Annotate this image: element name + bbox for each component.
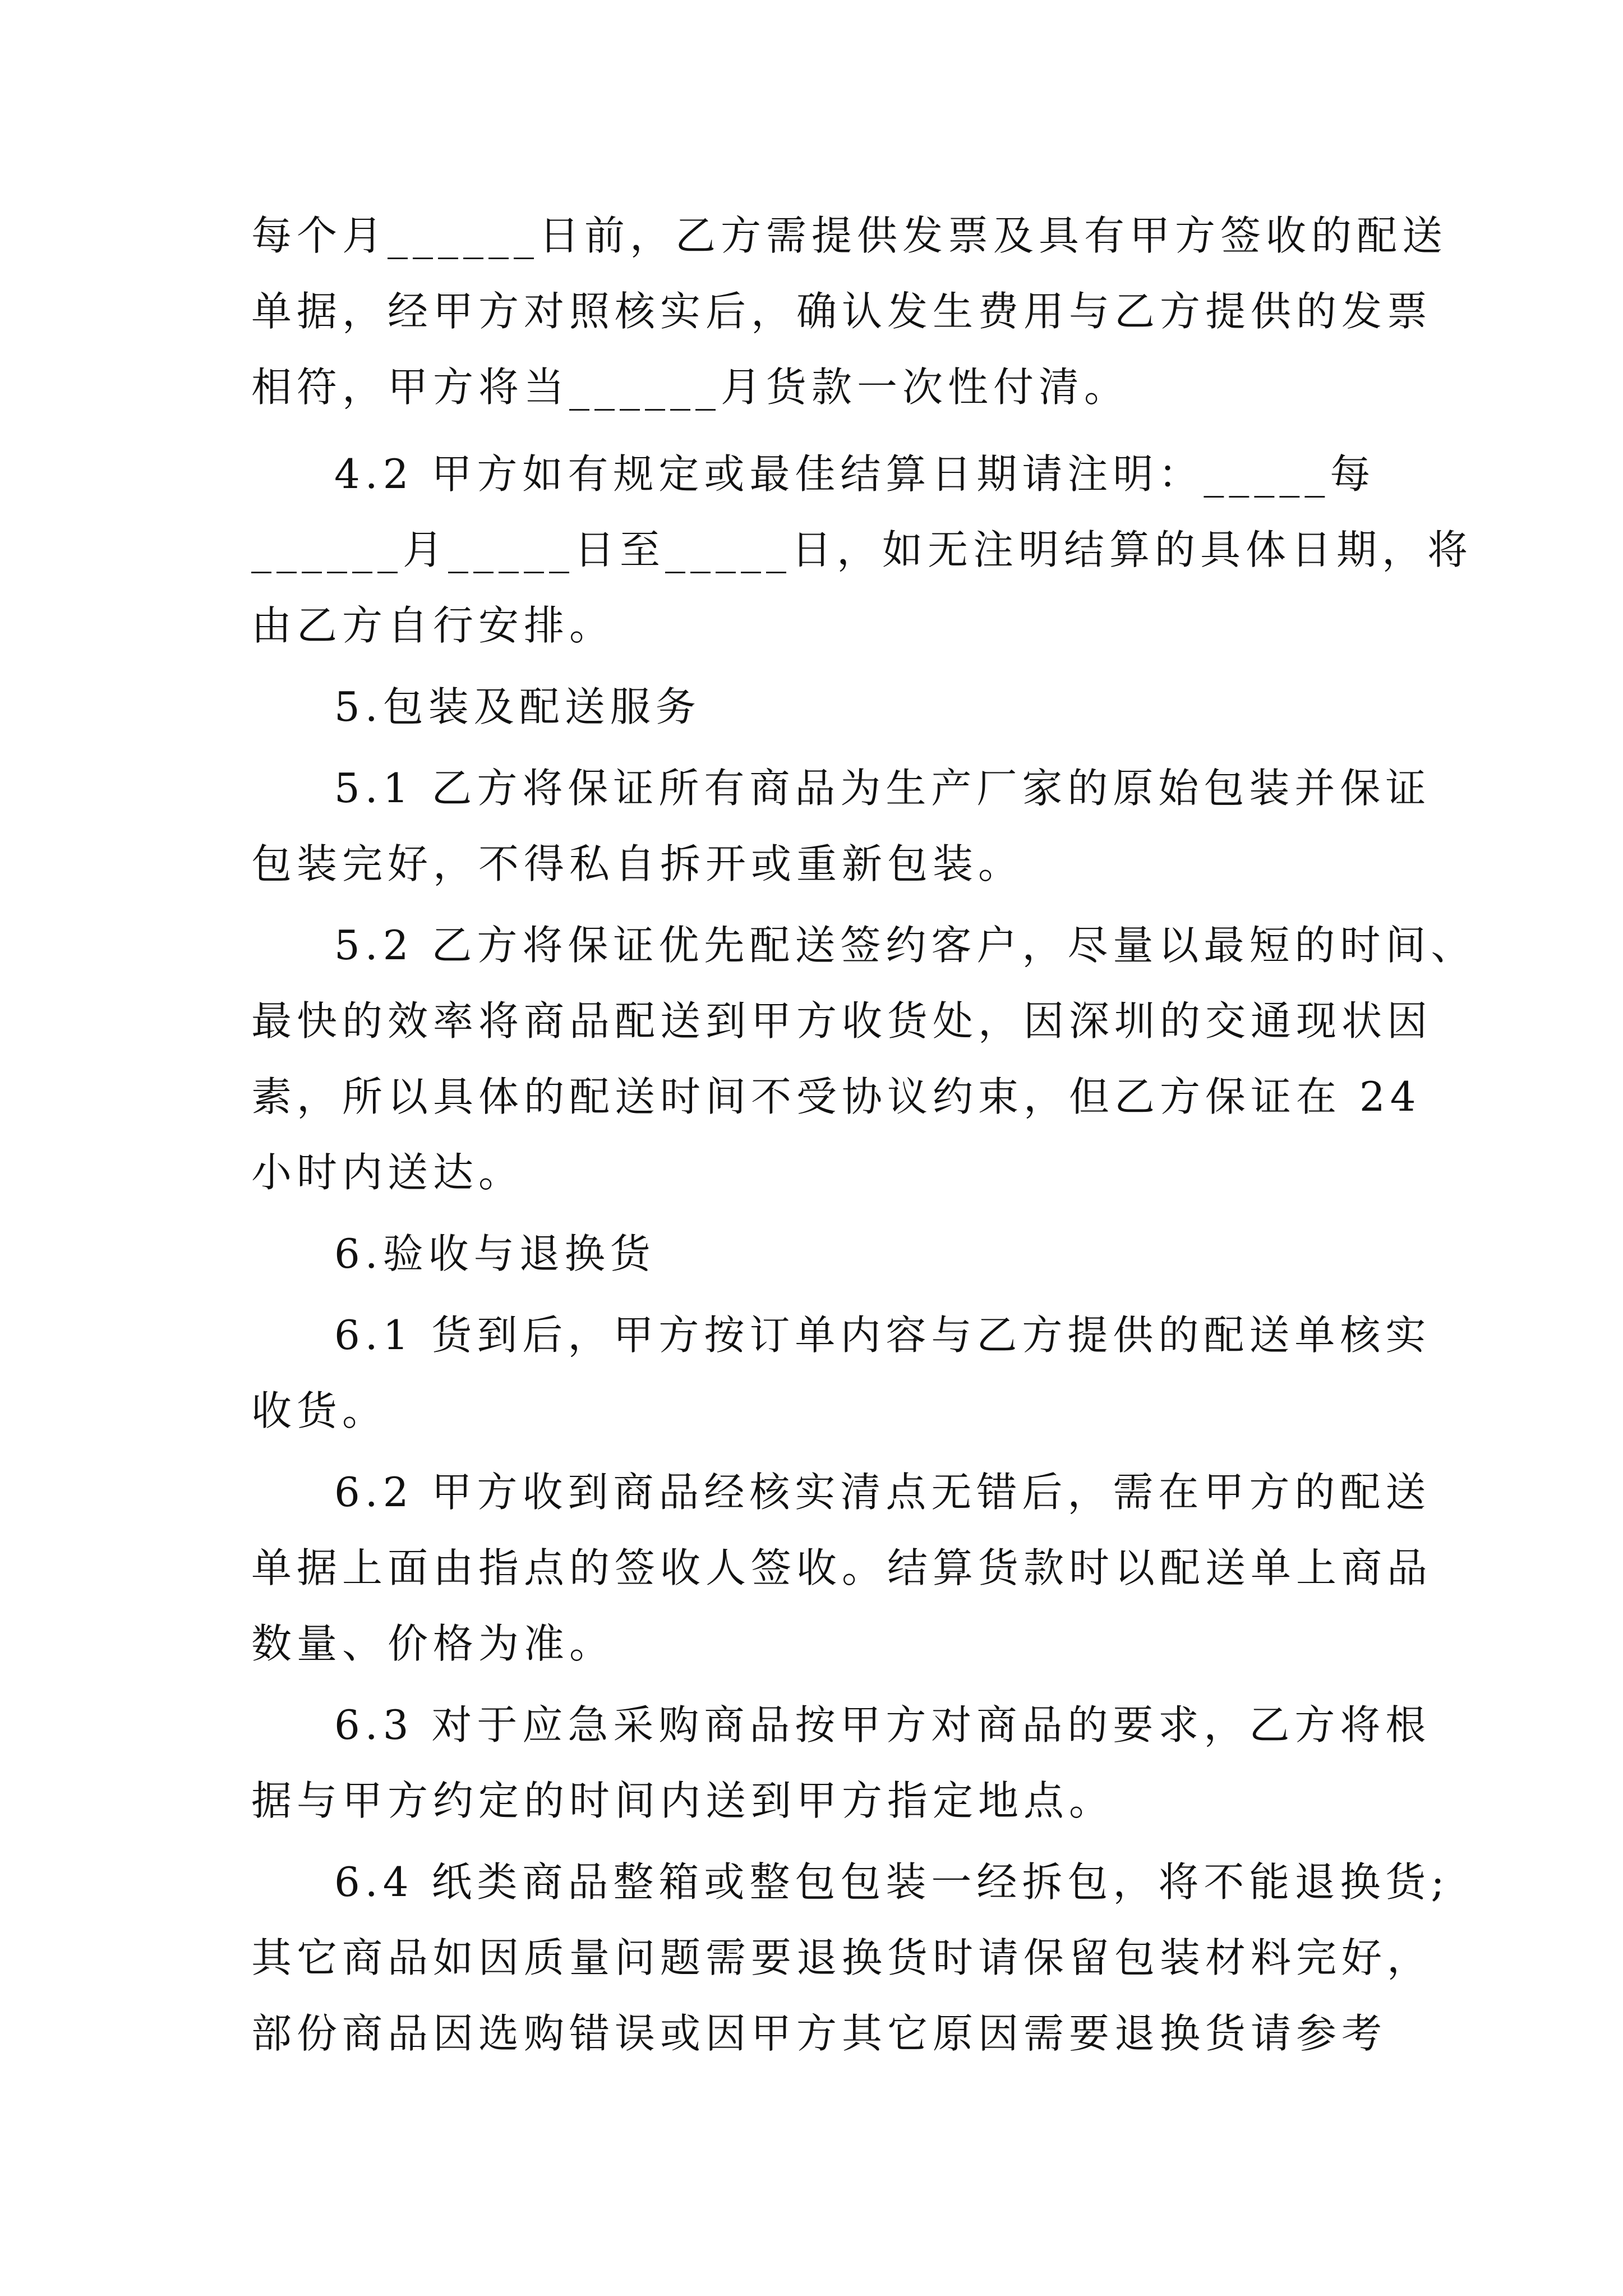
text-line: 由乙方自行安排。 xyxy=(251,602,615,649)
text-line: 其它商品如因质量问题需要退换货时请保留包装材料完好， xyxy=(251,1934,1433,1981)
text-line: ______月_____日至_____日，如无注明结算的具体日期，将 xyxy=(251,526,1473,573)
text-line: 收货。 xyxy=(251,1387,388,1434)
text-line: 据与甲方约定的时间内送到甲方指定地点。 xyxy=(251,1777,1115,1824)
text-line: 相符，甲方将当______月货款一次性付清。 xyxy=(251,364,1130,411)
text-line: 小时内送达。 xyxy=(251,1149,524,1196)
text-line: 单据上面由指点的签收人签收。结算货款时以配送单上商品 xyxy=(251,1544,1433,1591)
text-line: 包装完好，不得私自拆开或重新包装。 xyxy=(251,840,1024,887)
text-line: 5.1 乙方将保证所有商品为生产厂家的原始包装并保证 xyxy=(334,765,1431,812)
text-line: 6.1 货到后，甲方按订单内容与乙方提供的配送单核实 xyxy=(334,1312,1431,1359)
text-line: 6.2 甲方收到商品经核实清点无错后，需在甲方的配送 xyxy=(334,1469,1431,1516)
text-line: 最快的效率将商品配送到甲方收货处，因深圳的交通现状因 xyxy=(251,997,1433,1045)
text-line: 4.2 甲方如有规定或最佳结算日期请注明：_____每 xyxy=(334,450,1376,498)
text-line: 6.3 对于应急采购商品按甲方对商品的要求，乙方将根 xyxy=(334,1701,1431,1749)
text-line: 素，所以具体的配送时间不受协议约束，但乙方保证在 24 xyxy=(251,1073,1421,1120)
text-line: 单据，经甲方对照核实后，确认发生费用与乙方提供的发票 xyxy=(251,288,1433,335)
text-line: 部份商品因选购错误或因甲方其它原因需要退换货请参考 xyxy=(251,2010,1387,2057)
text-line: 数量、价格为准。 xyxy=(251,1620,615,1667)
section-heading: 6.验收与退换货 xyxy=(334,1230,656,1277)
text-line: 每个月______日前，乙方需提供发票及具有甲方签收的配送 xyxy=(251,212,1448,259)
text-line: 6.4 纸类商品整箱或整包包装一经拆包，将不能退换货; xyxy=(334,1858,1450,1906)
text-line: 5.2 乙方将保证优先配送签约客户，尽量以最短的时间、 xyxy=(334,922,1477,969)
section-heading: 5.包装及配送服务 xyxy=(334,683,701,730)
